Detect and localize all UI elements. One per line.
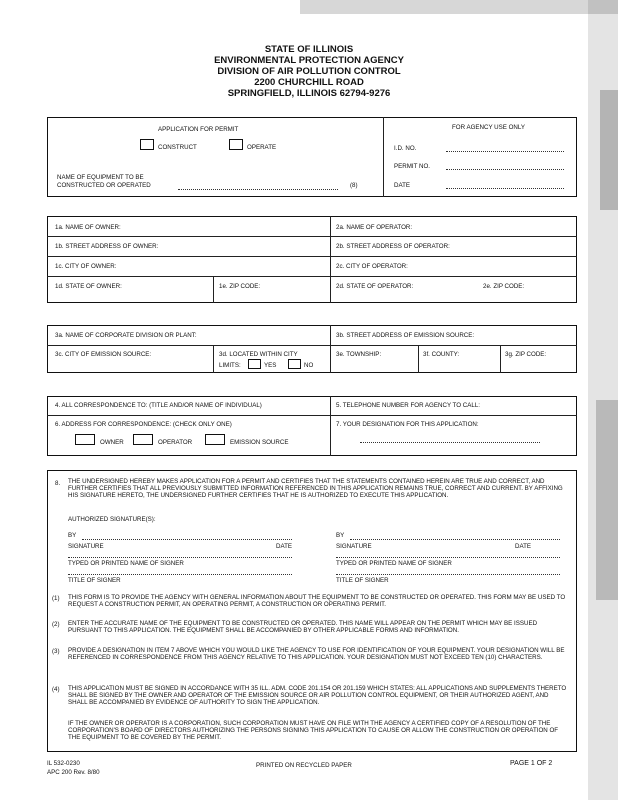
header-line-3: DIVISION OF AIR POLLUTION CONTROL bbox=[217, 66, 401, 77]
emission-city-field[interactable]: 3c. CITY OF EMISSION SOURCE: bbox=[55, 351, 152, 358]
yes-label: YES bbox=[264, 362, 277, 369]
construct-label: CONSTRUCT bbox=[158, 144, 197, 151]
id-no-label: I.D. NO. bbox=[394, 145, 417, 152]
designation-field[interactable]: 7. YOUR DESIGNATION FOR THIS APPLICATION: bbox=[336, 421, 479, 428]
form-number-2: APC 200 Rev. 8/80 bbox=[47, 769, 100, 776]
signature-line-1[interactable] bbox=[82, 539, 292, 540]
certification-box bbox=[47, 470, 577, 752]
city-limits-label: 3d. LOCATED WITHIN CITY bbox=[219, 351, 298, 358]
equipment-ref: (8) bbox=[350, 182, 358, 189]
owner-name-field[interactable]: 1a. NAME OF OWNER: bbox=[55, 224, 121, 231]
certification-text: THE UNDERSIGNED HEREBY MAKES APPLICATION FOR A PERMIT AND CERTIFIES THAT THE STATEMENTS CONTAINED HEREIN ARE TRUE AND CORRECT, AND FURTHER CERTIFIES THAT ALL PREVIOUSLY SUBMITTED INFORMATION REFERENCED IN THIS APPLICATION REMAINS TRUE, CORRECT AND CURRENT. BY AFFIXING HIS SIGNATURE HERETO, THE UNDERSIGNED FURTHER CERTIFIES THAT HE IS AUTHORIZED TO EXECUTE THIS APPLICATION. bbox=[68, 478, 563, 500]
owner-zip-field[interactable]: 1e. ZIP CODE: bbox=[219, 283, 261, 290]
note-1-mark: (1) bbox=[52, 595, 60, 602]
operate-checkbox[interactable] bbox=[229, 139, 243, 150]
form-number-1: IL 532-0230 bbox=[47, 760, 80, 767]
note-3-mark: (3) bbox=[52, 648, 60, 655]
township-field[interactable]: 3e. TOWNSHIP: bbox=[336, 351, 382, 358]
city-limits-yes-checkbox[interactable] bbox=[248, 359, 261, 369]
permit-no-label: PERMIT NO. bbox=[394, 163, 430, 170]
note-5-text: IF THE OWNER OR OPERATOR IS A CORPORATION, SUCH CORPORATION MUST HAVE ON FILE WITH THE AGENCY A CERTIFIED COPY OF A RESOLUTION OF THE CORPORATION'S BOARD OF DIRECTORS AUTHORIZING THE PERSONS SIGNING THIS APPLICATION TO CAUSE OR ALLOW THE CONSTRUCTION OR OPERATION OF THE EQUIPMENT TO BE COVERED BY THE PERMIT. bbox=[68, 720, 559, 742]
no-label: NO bbox=[304, 362, 314, 369]
printed-note: PRINTED ON RECYCLED PAPER bbox=[256, 762, 352, 769]
signature-line-2[interactable] bbox=[350, 539, 560, 540]
signature-label-1: SIGNATURE bbox=[68, 543, 104, 550]
permit-no-field[interactable] bbox=[446, 169, 564, 170]
header-line-1: STATE OF ILLINOIS bbox=[264, 44, 354, 55]
operator-state-field[interactable]: 2d. STATE OF OPERATOR: bbox=[336, 283, 414, 290]
agency-use-label: FOR AGENCY USE ONLY bbox=[452, 124, 526, 131]
address-correspondence-label: 6. ADDRESS FOR CORRESPONDENCE: (CHECK ONLY ONE) bbox=[55, 421, 232, 428]
id-no-field[interactable] bbox=[446, 151, 564, 152]
city-limits-no-checkbox[interactable] bbox=[288, 359, 301, 369]
scan-speckle bbox=[300, 0, 618, 14]
emission-street-field[interactable]: 3b. STREET ADDRESS OF EMISSION SOURCE: bbox=[336, 332, 475, 339]
equipment-name-field[interactable] bbox=[178, 189, 338, 190]
operator-city-field[interactable]: 2c. CITY OF OPERATOR: bbox=[336, 263, 408, 270]
emission-source-option-label: EMISSION SOURCE bbox=[230, 439, 289, 446]
date-label-1: DATE bbox=[276, 543, 293, 550]
date-label-2: DATE bbox=[515, 543, 532, 550]
owner-state-field[interactable]: 1d. STATE OF OWNER: bbox=[55, 283, 122, 290]
designation-input[interactable] bbox=[360, 442, 540, 443]
operator-option-label: OPERATOR bbox=[158, 439, 193, 446]
note-2-text: ENTER THE ACCURATE NAME OF THE EQUIPMENT TO BE CONSTRUCTED OR OPERATED. THIS NAME WILL APPEAR ON THE PERMIT WHICH MAY BE ISSUED PURSUANT TO THIS APPLICATION. THE EQUIPMENT SHALL BE ACCOMPANIED BY OTHER APPLICABLE FORMS AND INFORMATION. bbox=[68, 620, 538, 635]
equipment-label-2: CONSTRUCTED OR OPERATED bbox=[57, 182, 151, 189]
typed-name-label-2: TYPED OR PRINTED NAME OF SIGNER bbox=[336, 560, 452, 567]
scan-speckle bbox=[600, 90, 618, 210]
signature-label-2: SIGNATURE bbox=[336, 543, 372, 550]
by-label-1: BY bbox=[68, 532, 77, 539]
note-4-text: THIS APPLICATION MUST BE SIGNED IN ACCORDANCE WITH 35 ILL. ADM. CODE 201.154 OR 201.159 WHICH STATES: ALL APPLICATIONS AND SUPPLEMENTS THERETO SHALL BE SIGNED BY THE OWNER AND OPERATOR OF THE EMISSION SOURCE OR AIR POLLUTION CONTROL EQUIPMENT, OR THEIR AUTHORIZED AGENT, AND SHALL BE ACCOMPANIED BY EVIDENCE OF AUTHORITY TO SIGN THE APPLICATION. bbox=[68, 685, 567, 707]
header-line-4: 2200 CHURCHILL ROAD bbox=[254, 77, 364, 88]
construct-checkbox[interactable] bbox=[140, 139, 154, 150]
emission-zip-field[interactable]: 3g. ZIP CODE: bbox=[505, 351, 547, 358]
owner-checkbox[interactable] bbox=[75, 434, 95, 445]
title-label-2: TITLE OF SIGNER bbox=[336, 577, 389, 584]
by-label-2: BY bbox=[336, 532, 345, 539]
operator-name-field[interactable]: 2a. NAME OF OPERATOR: bbox=[336, 224, 413, 231]
typed-name-label-1: TYPED OR PRINTED NAME OF SIGNER bbox=[68, 560, 184, 567]
owner-option-label: OWNER bbox=[100, 439, 124, 446]
correspondence-to-field[interactable]: 4. ALL CORRESPONDENCE TO: (TITLE AND/OR NAME OF INDIVIDUAL) bbox=[55, 402, 262, 409]
operator-street-field[interactable]: 2b. STREET ADDRESS OF OPERATOR: bbox=[336, 243, 450, 250]
header-line-5: SPRINGFIELD, ILLINOIS 62794-9276 bbox=[227, 88, 391, 99]
city-limits-label-2: LIMITS: bbox=[219, 362, 241, 369]
date-label: DATE bbox=[394, 182, 411, 189]
county-field[interactable]: 3f. COUNTY: bbox=[423, 351, 460, 358]
header-line-2: ENVIRONMENTAL PROTECTION AGENCY bbox=[214, 55, 404, 66]
typed-name-line-2[interactable] bbox=[336, 557, 560, 558]
operator-checkbox[interactable] bbox=[133, 434, 153, 445]
telephone-field[interactable]: 5. TELEPHONE NUMBER FOR AGENCY TO CALL: bbox=[336, 402, 480, 409]
title-line-2[interactable] bbox=[336, 574, 560, 575]
date-field[interactable] bbox=[446, 188, 564, 189]
application-for-label: APPLICATION FOR PERMIT bbox=[158, 126, 239, 133]
page-number: PAGE 1 OF 2 bbox=[510, 760, 553, 767]
corporate-division-field[interactable]: 3a. NAME OF CORPORATE DIVISION OR PLANT: bbox=[55, 332, 197, 339]
owner-city-field[interactable]: 1c. CITY OF OWNER: bbox=[55, 263, 117, 270]
typed-name-line-1[interactable] bbox=[68, 557, 292, 558]
note-4-mark: (4) bbox=[52, 686, 60, 693]
note-2-mark: (2) bbox=[52, 621, 60, 628]
equipment-label-1: NAME OF EQUIPMENT TO BE bbox=[57, 174, 144, 181]
note-1-text: THIS FORM IS TO PROVIDE THE AGENCY WITH GENERAL INFORMATION ABOUT THE EQUIPMENT TO BE CONSTRUCTED OR OPERATED. THIS FORM MAY BE USED TO REQUEST A CONSTRUCTION PERMIT, AN OPERATING PERMIT, A CONSTRUCTION OR OPERATING PERMIT. bbox=[68, 594, 566, 609]
authorized-signature-label: AUTHORIZED SIGNATURE(S): bbox=[68, 516, 156, 523]
emission-source-checkbox[interactable] bbox=[205, 434, 225, 445]
owner-street-field[interactable]: 1b. STREET ADDRESS OF OWNER: bbox=[55, 243, 159, 250]
note-3-text: PROVIDE A DESIGNATION IN ITEM 7 ABOVE WHICH YOU WOULD LIKE THE AGENCY TO USE FOR IDENTIFICATION OF YOUR EQUIPMENT. YOUR DESIGNATION WILL BE REFERENCED IN CORRESPONDENCE FROM THIS AGENCY RELATIVE TO THIS APPLICATION. YOUR DESIGNATION MUST NOT EXCEED TEN (10) CHARACTERS. bbox=[68, 647, 565, 662]
cert-number: 8. bbox=[55, 480, 61, 487]
operate-label: OPERATE bbox=[247, 144, 277, 151]
title-line-1[interactable] bbox=[68, 574, 292, 575]
title-label-1: TITLE OF SIGNER bbox=[68, 577, 121, 584]
operator-zip-field[interactable]: 2e. ZIP CODE: bbox=[483, 283, 525, 290]
scan-speckle bbox=[596, 400, 618, 600]
